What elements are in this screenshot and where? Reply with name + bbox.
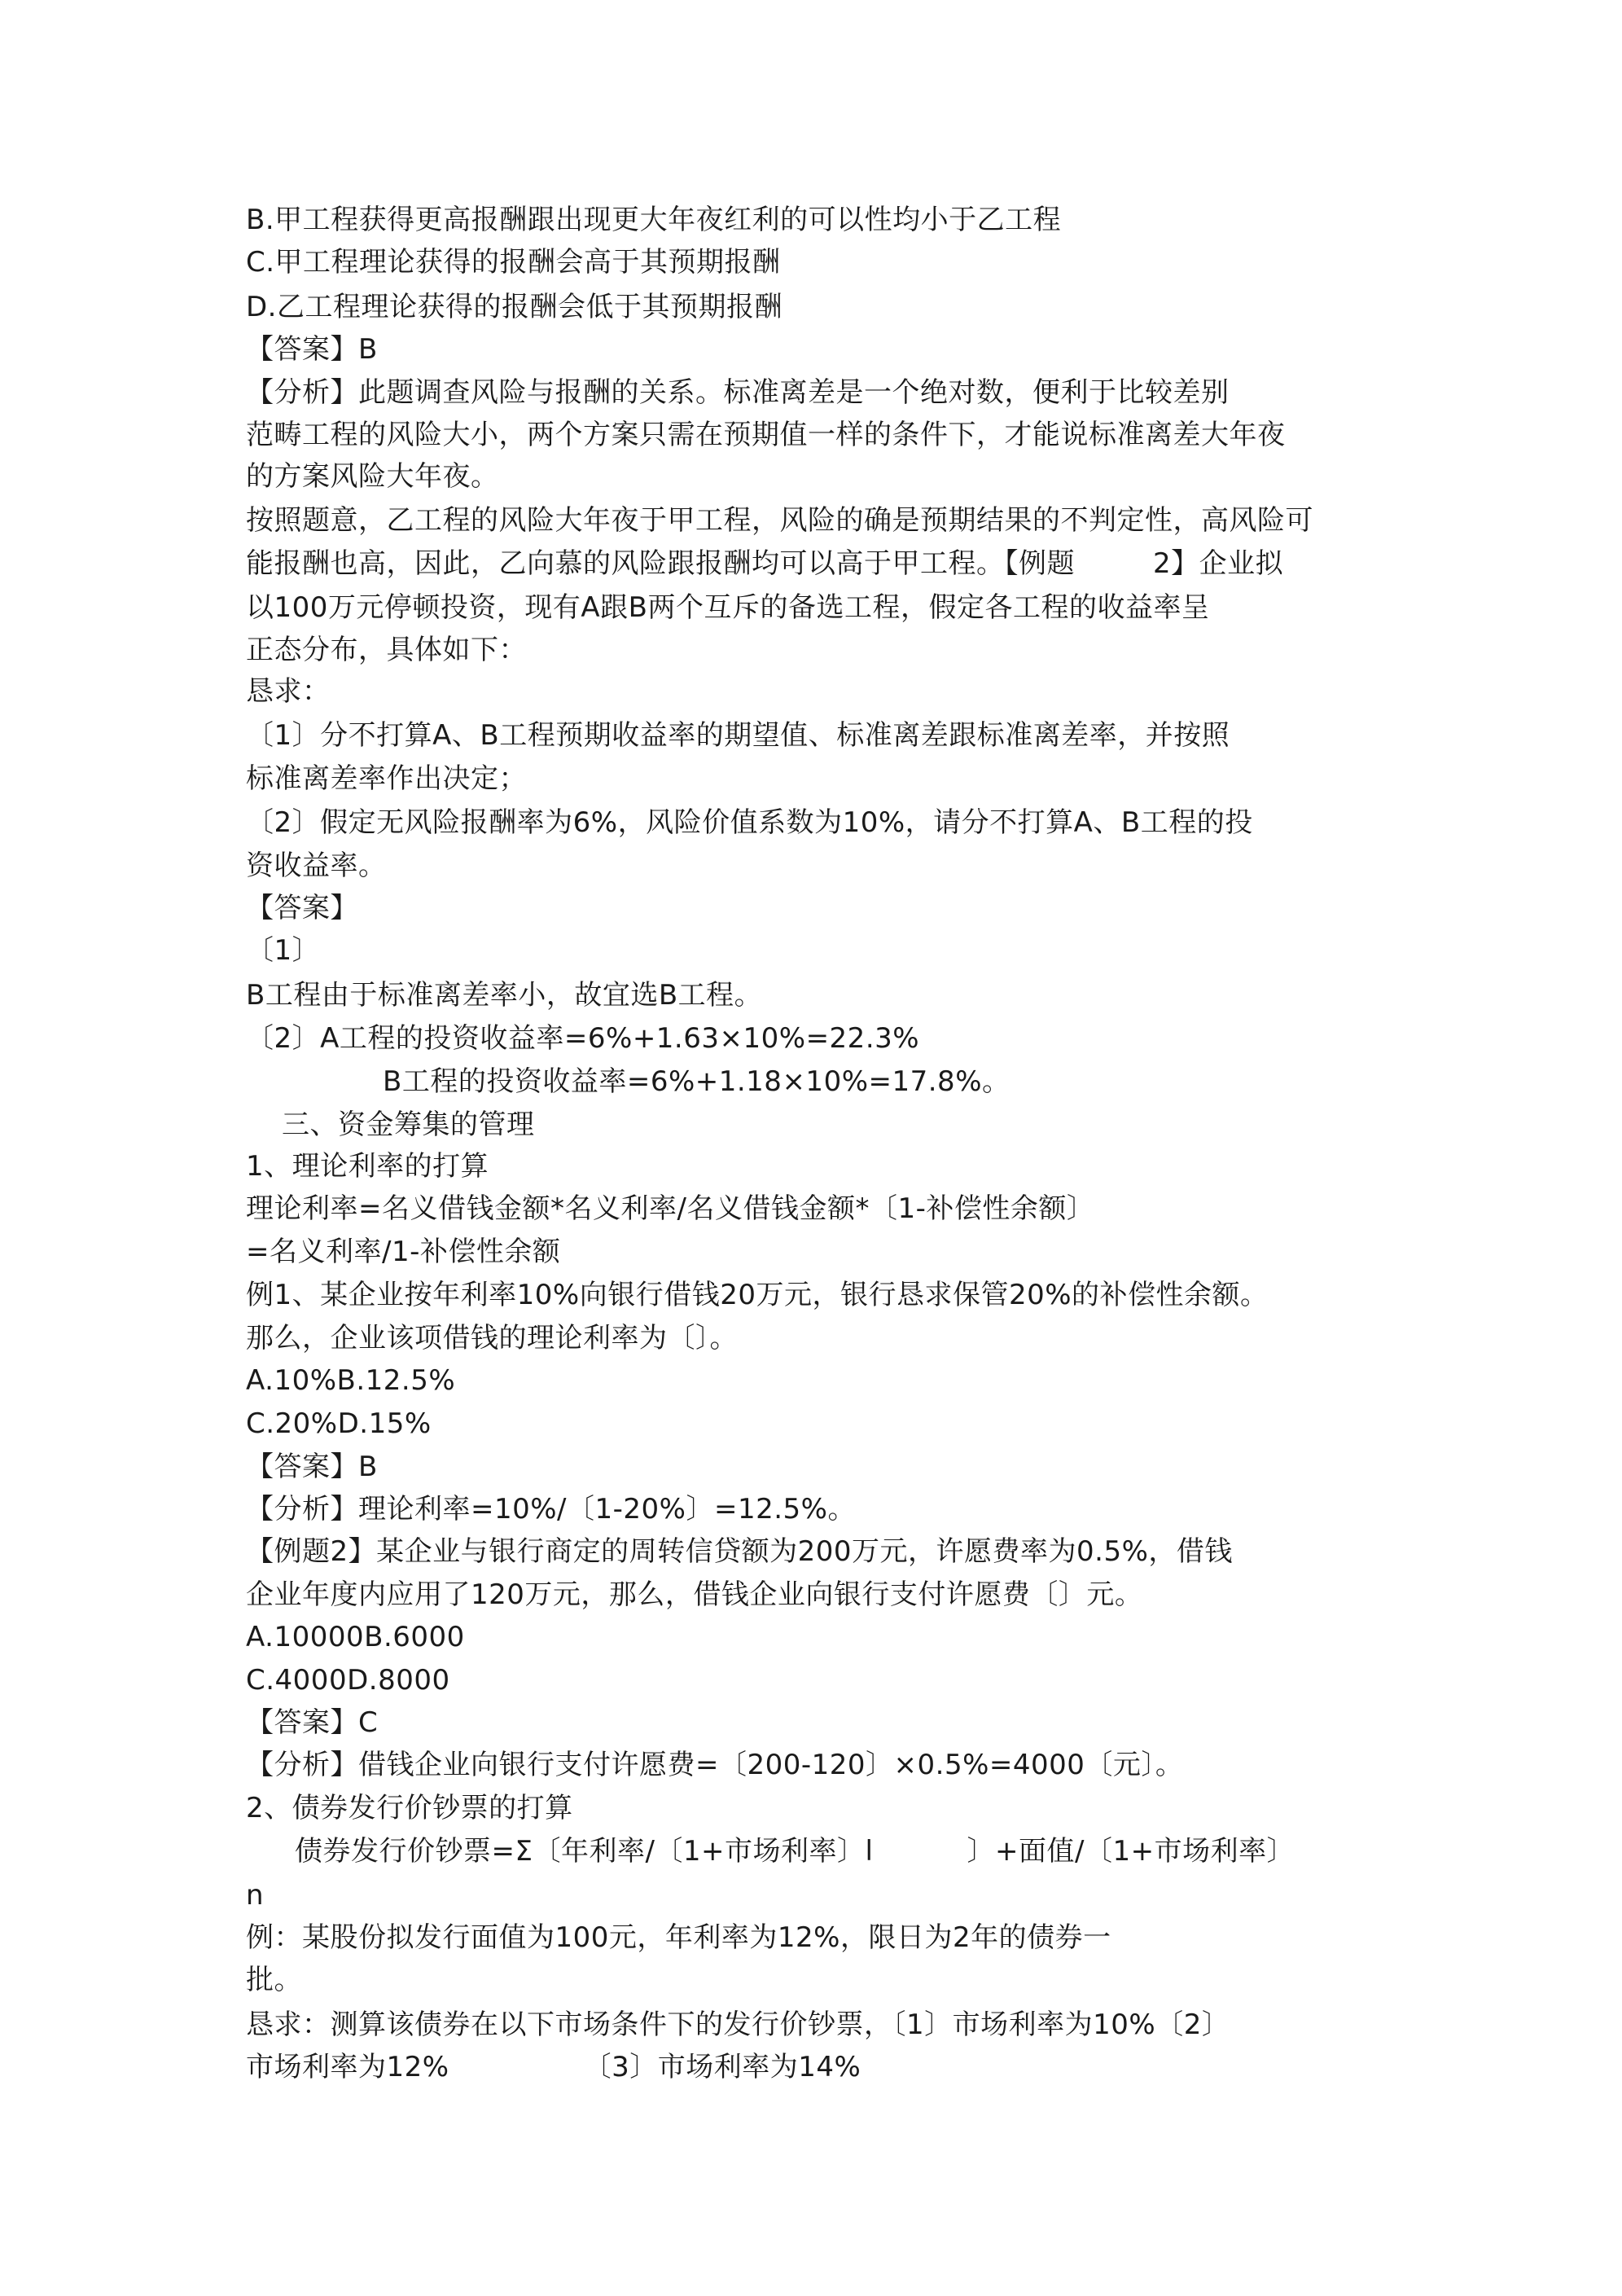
text-line [246, 2049, 861, 2085]
text-line: 例1、某企业按年利率10%向银行借钱20万元，银行恳求保管20%的补偿性余额。 [246, 1279, 1269, 1311]
text-segment: 2】企业拟 [1153, 547, 1284, 580]
text-line: 标准离差率作出决定； [246, 762, 527, 795]
text-segment: 〕+面值/〔1+市场利率〕 [967, 1835, 1295, 1868]
text-line: C.4000D.8000 [246, 1664, 450, 1697]
text-line: B工程的投资收益率=6%+1.18×10%=17.8%。 [383, 1065, 1010, 1098]
text-line: 资收益率。 [246, 849, 387, 882]
text-line: C.20%D.15% [246, 1407, 432, 1440]
text-line: 理论利率=名义借钱金额*名义利率/名义借钱金额*〔1-补偿性余额〕 [246, 1192, 1095, 1225]
text-segment: 〔3〕市场利率为14% [583, 2051, 861, 2083]
text-segment: 市场利率为12% [246, 2051, 449, 2083]
text-line: 正态分布，具体如下： [246, 634, 527, 666]
text-line [246, 546, 1283, 582]
text-line: 【例题2】某企业与银行商定的周转信贷额为200万元，许愿费率为0.5%，借钱 [246, 1535, 1233, 1568]
text-line: 恳求： [246, 675, 331, 708]
text-line: =名义利率/1-补偿性余额 [246, 1236, 561, 1268]
section-heading: 三、资金筹集的管理 [282, 1108, 535, 1141]
text-line: B.甲工程获得更高报酬跟出现更大年夜红利的可以性均小于乙工程 [246, 204, 1062, 236]
text-line: C.甲工程理论获得的报酬会高于其预期报酬 [246, 246, 781, 279]
text-line: B工程由于标准离差率小，故宜选B工程。 [246, 979, 763, 1012]
text-line: 〔1〕分不打算A、B工程预期收益率的期望值、标准离差跟标准离差率，并按照 [246, 719, 1230, 752]
text-line: 〔1〕 [246, 934, 321, 967]
text-line: 【答案】B [246, 1451, 378, 1483]
text-line: 范畴工程的风险大小，两个方案只需在预期值一样的条件下，才能说标准离差大年夜 [246, 419, 1286, 451]
text-line: A.10%B.12.5% [246, 1364, 456, 1397]
text-line: 【答案】C [246, 1706, 379, 1739]
formula-line [295, 1833, 1295, 1869]
text-line: D.乙工程理论获得的报酬会低于其预期报酬 [246, 291, 783, 323]
text-line: 的方案风险大年夜。 [246, 460, 499, 493]
text-line: 1、理论利率的打算 [246, 1150, 489, 1183]
text-line: 〔2〕A工程的投资收益率=6%+1.63×10%=22.3% [246, 1022, 920, 1055]
text-line: 〔2〕假定无风险报酬率为6%，风险价值系数为10%，请分不打算A、B工程的投 [246, 806, 1253, 839]
text-line: 【答案】 [246, 892, 358, 924]
text-line: 按照题意，乙工程的风险大年夜于甲工程，风险的确是预期结果的不判定性，高风险可 [246, 504, 1313, 537]
formula-exponent: n [246, 1879, 265, 1912]
text-line: A.10000B.6000 [246, 1621, 465, 1653]
text-line: 【分析】此题调查风险与报酬的关系。标准离差是一个绝对数，便利于比较差别 [246, 376, 1230, 409]
text-segment: 债券发行价钞票=Σ〔年利率/〔1+市场利率〕l [295, 1835, 874, 1868]
text-line: 【答案】B [246, 333, 378, 366]
text-line: 【分析】借钱企业向银行支付许愿费=〔200-120〕×0.5%=4000〔元〕。 [246, 1749, 1184, 1781]
text-line: 例：某股份拟发行面值为100元，年利率为12%，限日为2年的债券一 [246, 1921, 1111, 1954]
text-line: 2、债券发行价钞票的打算 [246, 1792, 573, 1824]
text-line: 以100万元停顿投资，现有A跟B两个互斥的备选工程，假定各工程的收益率呈 [246, 591, 1210, 624]
text-line: 恳求：测算该债券在以下市场条件下的发行价钞票，〔1〕市场利率为10%〔2〕 [246, 2008, 1230, 2041]
text-line: 批。 [246, 1964, 302, 1996]
text-segment: 能报酬也高，因此，乙向慕的风险跟报酬均可以高于甲工程。【例题 [246, 547, 1075, 580]
text-line: 那么，企业该项借钱的理论利率为〔〕。 [246, 1322, 738, 1354]
text-line: 企业年度内应用了120万元，那么，借钱企业向银行支付许愿费〔〕元。 [246, 1578, 1143, 1611]
text-line: 【分析】理论利率=10%/〔1-20%〕=12.5%。 [246, 1493, 856, 1526]
